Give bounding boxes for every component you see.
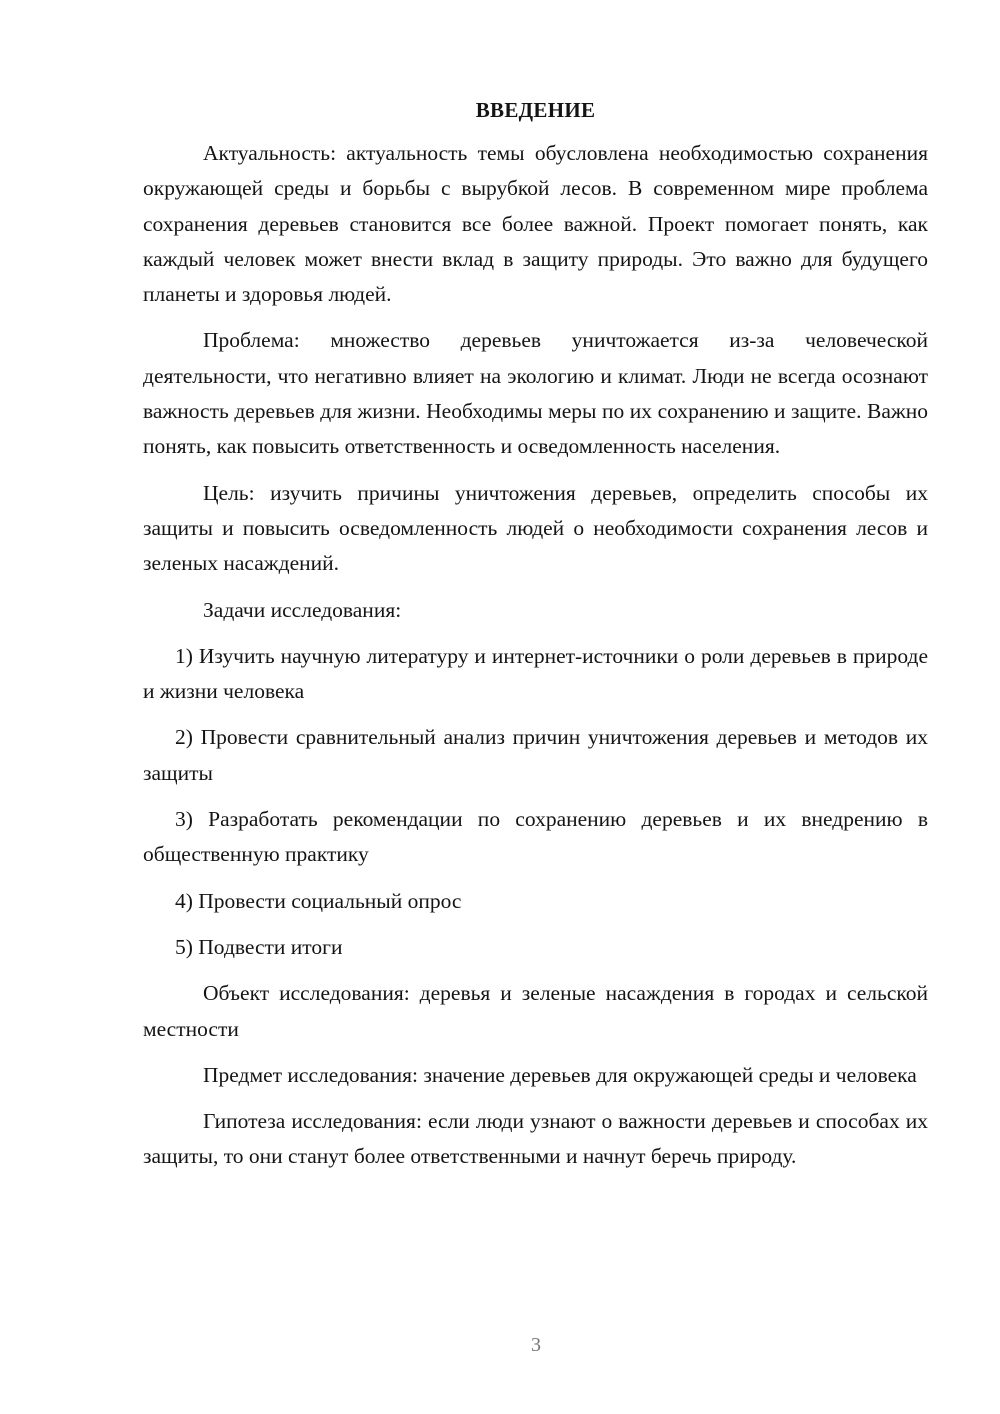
paragraph-hypothesis: Гипотеза исследования: если люди узнают о важности деревьев и способах их защиты, то они станут более ответственными и начнут беречь природу.: [143, 1109, 928, 1169]
document-page: [143, 96, 928, 1186]
paragraph-subject: Предмет исследования: значение деревьев для окружающей среды и человека: [203, 1062, 917, 1087]
task-item: 2) Провести сравнительный анализ причин уничтожения деревьев и методов их защиты: [143, 725, 928, 785]
section-heading: ВВЕДЕНИЕ: [475, 98, 596, 122]
paragraph-relevance: Актуальность: актуальность темы обусловлена необходимостью сохранения окружающей среды и борьбы с вырубкой лесов. В современном мире проблема сохранения деревьев становится все более важной. Проект помогает понять, как каждый человек может внести вклад в защиту природы. Это важно для будущего планеты и здоровья людей.: [143, 141, 928, 307]
task-item: 4) Провести социальный опрос: [175, 888, 462, 913]
paragraph-tasks-intro: Задачи исследования:: [203, 597, 402, 622]
page-number: 3: [531, 1334, 541, 1356]
paragraph-object: Объект исследования: деревья и зеленые насаждения в городах и сельской местности: [143, 981, 928, 1041]
task-item: 1) Изучить научную литературу и интернет-источники о роли деревьев в природе и жизни человека: [143, 643, 928, 704]
task-item: 5) Подвести итоги: [175, 934, 343, 959]
task-item: 3) Разработать рекомендации по сохранению деревьев и их внедрению в общественную практику: [143, 807, 928, 867]
paragraph-goal: Цель: изучить причины уничтожения деревьев, определить способы их защиты и повысить осведомленность людей о необходимости сохранения лесов и зеленых насаждений.: [143, 480, 928, 576]
paragraph-problem: Проблема: множество деревьев уничтожается из-за человеческой деятельности, что негативно влияет на экологию и климат. Люди не всегда осознают важность деревьев для жизни. Необходимы меры по их сохранению и защите. Важно понять, как повысить ответственность и осведомленность населения.: [143, 328, 928, 459]
